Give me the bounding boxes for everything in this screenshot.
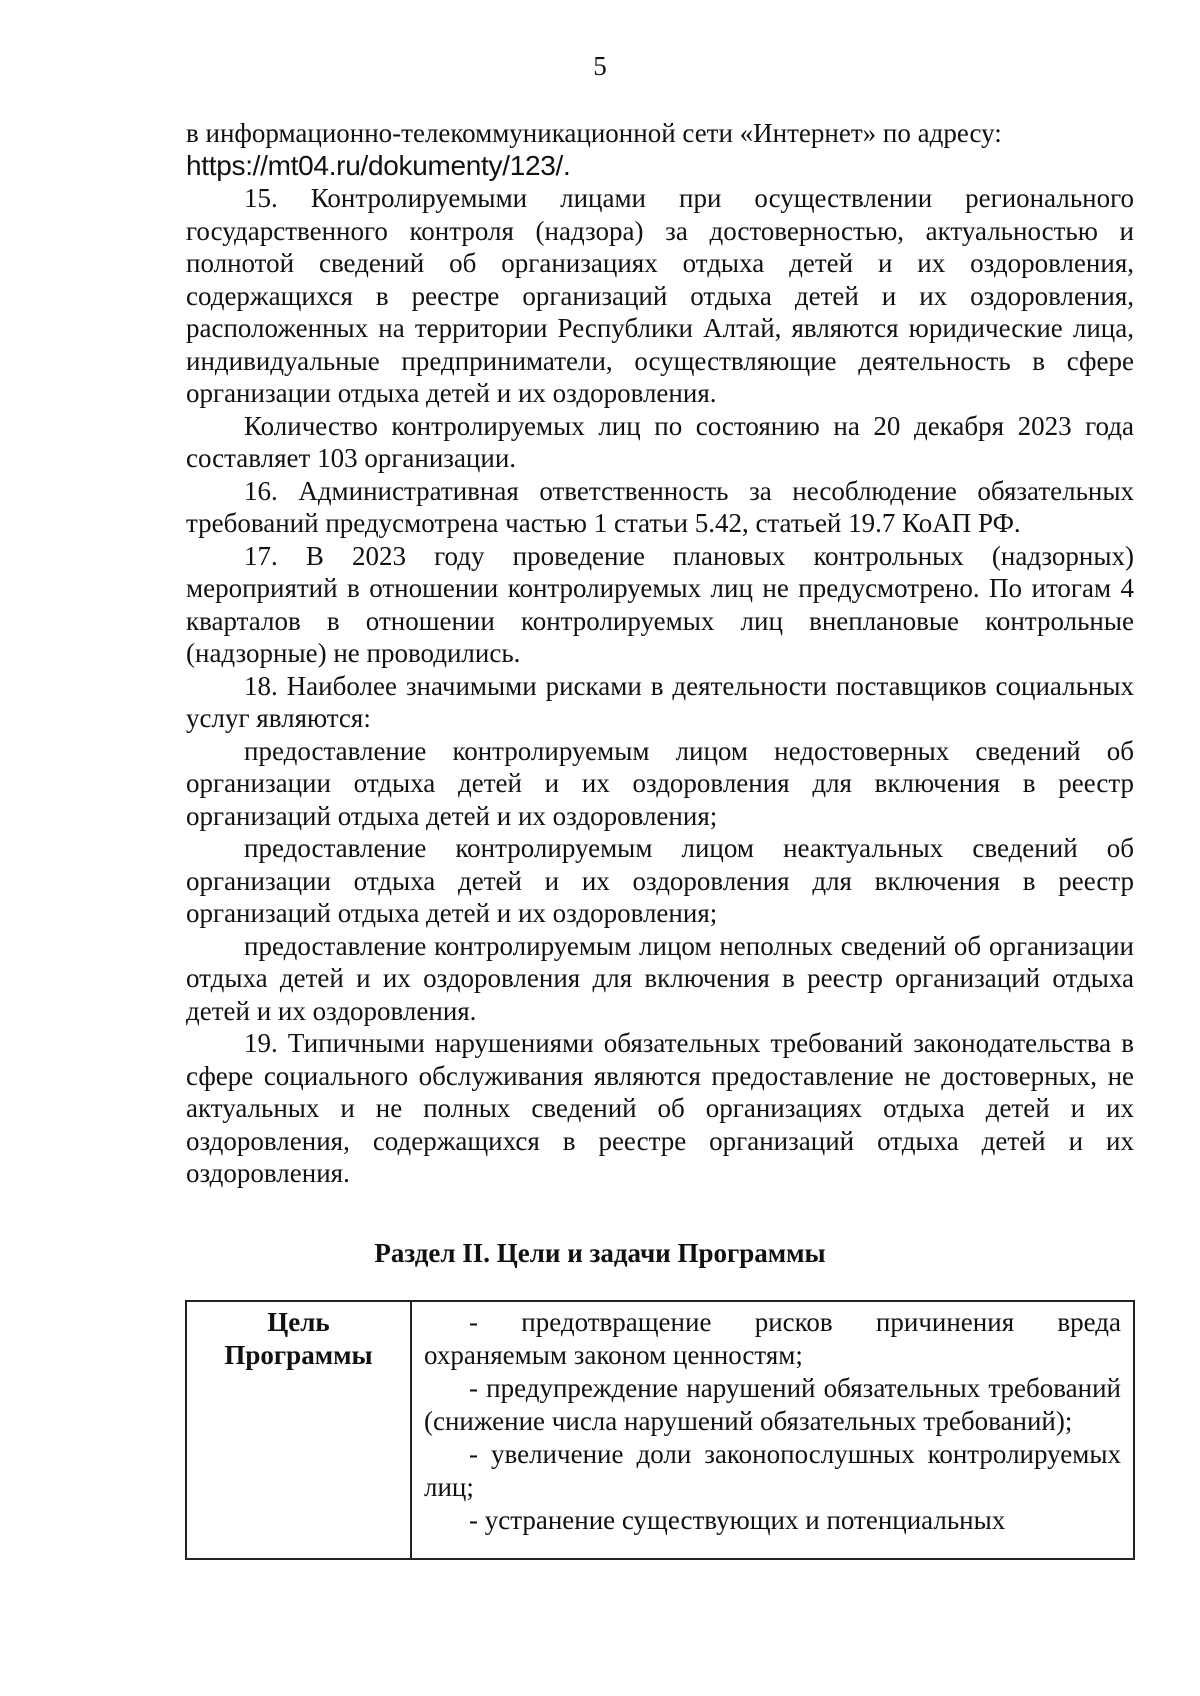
risk-item-incomplete: предоставление контролируемым лицом неполных сведений об организации отдыха детей и их оздоровления для включения в реестр организаций отдыха детей и их оздоровления.: [186, 930, 1134, 1026]
paragraph-19: 19. Типичными нарушениями обязательных требований законодательства в сфере социального обслуживания являются предоставление не достоверных, не актуальных и не полных сведений об организациях отдыха детей и их оздоровления, содержащихся в реестре организаций отдыха детей и их оздоровления.: [186, 1028, 1134, 1188]
paragraph-16: 16. Административная ответственность за несоблюдение обязательных требований предусмотрена частью 1 статьи 5.42, статьей 19.7 КоАП РФ.: [186, 475, 1134, 538]
paragraph-intro: в информационно-телекоммуникационной сети «Интернет» по адресу:: [186, 118, 1002, 148]
table-bottom-border: [185, 1558, 1135, 1560]
page-number: 5: [593, 51, 607, 81]
paragraph-15-count: Количество контролируемых лиц по состоянию на 20 декабря 2023 года составляет 103 организации.: [186, 410, 1134, 473]
goal-item: - предупреждение нарушений обязательных требований (снижение числа нарушений обязательных требований);: [424, 1373, 1121, 1436]
goal-item: - предотвращение рисков причинения вреда охраняемым законом ценностям;: [424, 1307, 1121, 1370]
section-title: Раздел II. Цели и задачи Программы: [374, 1238, 826, 1268]
goals-header-line-1: Цель: [267, 1307, 330, 1337]
goals-table-content-cell: [412, 1302, 1133, 1558]
paragraph-15: 15. Контролируемыми лицами при осуществлении регионального государственного контроля (надзора) за достоверностью, актуальностью и полнотой сведений об организациях отдыха детей и их оздоровления, содержащихся в реестре организаций отдыха детей и их оздоровления, расположенных на территории Республики Алтай, являются юридические лица, индивидуальные предприниматели, осуществляющие деятельность в сфере организации отдыха детей и их оздоровления.: [186, 183, 1134, 408]
url-link[interactable]: https://mt04.ru/dokumenty/123/.: [186, 149, 571, 181]
goals-header-line-2: Программы: [224, 1340, 373, 1370]
goals-table: [185, 1300, 1135, 1558]
goals-table-header-cell: [187, 1302, 412, 1558]
goal-item: - устранение существующих и потенциальных: [469, 1505, 1006, 1535]
document-body: [186, 117, 1134, 1190]
paragraph-18: 18. Наиболее значимыми рисками в деятельности поставщиков социальных услуг являются:: [186, 670, 1134, 733]
paragraph-17: 17. В 2023 году проведение плановых контрольных (надзорных) мероприятий в отношении контролируемых лиц не предусмотрено. По итогам 4 кварталов в отношении контролируемых лиц внеплановые контрольные (надзорные) не проводились.: [186, 540, 1134, 668]
risk-item-unreliable: предоставление контролируемым лицом недостоверных сведений об организации отдыха детей и их оздоровления для включения в реестр организаций отдыха детей и их оздоровления;: [186, 735, 1134, 831]
goal-item: - увеличение доли законопослушных контролируемых лиц;: [424, 1439, 1121, 1502]
risk-item-outdated: предоставление контролируемым лицом неактуальных сведений об организации отдыха детей и их оздоровления для включения в реестр организаций отдыха детей и их оздоровления;: [186, 833, 1134, 928]
